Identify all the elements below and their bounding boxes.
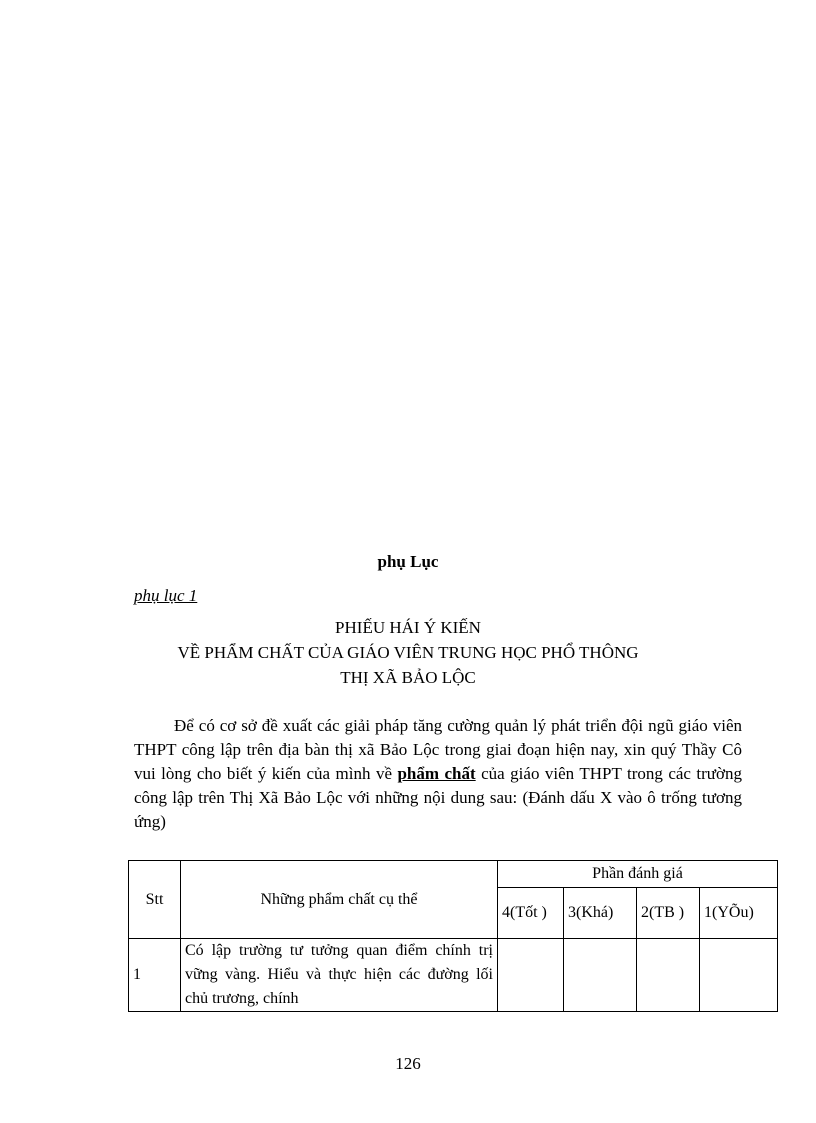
survey-title-line-1: PHIẾU HÁI Ý KIẾN: [335, 618, 481, 637]
appendix-subheading: phụ lục 1: [134, 586, 198, 605]
header-stt: Stt: [129, 861, 181, 939]
page-number: 126: [395, 1054, 421, 1073]
header-level-3: 3(Khá): [564, 888, 637, 939]
rating-cell-1[interactable]: [700, 939, 778, 1012]
intro-text-part-1: Để có cơ sở đề xuất các giải pháp tăng cường quản lý phát triển đội ngũ giáo viên THPT công lập trên địa bàn thị xã Bảo Lộc trong giai đoạn hiện nay, xin quý Thầy Cô vui lòng cho biết ý kiến của mình về: [134, 716, 742, 783]
header-level-4: 4(Tốt ): [498, 888, 564, 939]
header-level-2: 2(TB ): [637, 888, 700, 939]
intro-emphasis: phẩm chất: [397, 764, 476, 783]
survey-table: [128, 860, 778, 1012]
header-assessment: Phần đánh giá: [498, 861, 778, 888]
row-number: 1: [129, 939, 181, 1012]
rating-cell-3[interactable]: [564, 939, 637, 1012]
row-criterion-text: Có lập trường tư tưởng quan điểm chính trị vững vàng. Hiểu và thực hiện các đường lối chủ trương, chính: [181, 939, 498, 1012]
rating-cell-2[interactable]: [637, 939, 700, 1012]
rating-cell-4[interactable]: [498, 939, 564, 1012]
survey-title-line-3: THỊ XÃ BẢO LỘC: [340, 668, 476, 687]
header-criteria: Những phẩm chất cụ thể: [181, 861, 498, 939]
survey-title-line-2: VỀ PHẨM CHẤT CỦA GIÁO VIÊN TRUNG HỌC PHỔ THÔNG: [177, 643, 639, 662]
table-row: [129, 939, 778, 1012]
header-level-1: 1(YÕu): [700, 888, 778, 939]
intro-paragraph: [134, 714, 742, 834]
intro-text-part-2: của giáo viên THPT trong các trường công lập trên Thị Xã Bảo Lộc với những nội dung sau: (Đánh dấu X vào ô trống tương ứng): [134, 764, 743, 831]
appendix-heading: phụ Lục: [377, 552, 439, 571]
